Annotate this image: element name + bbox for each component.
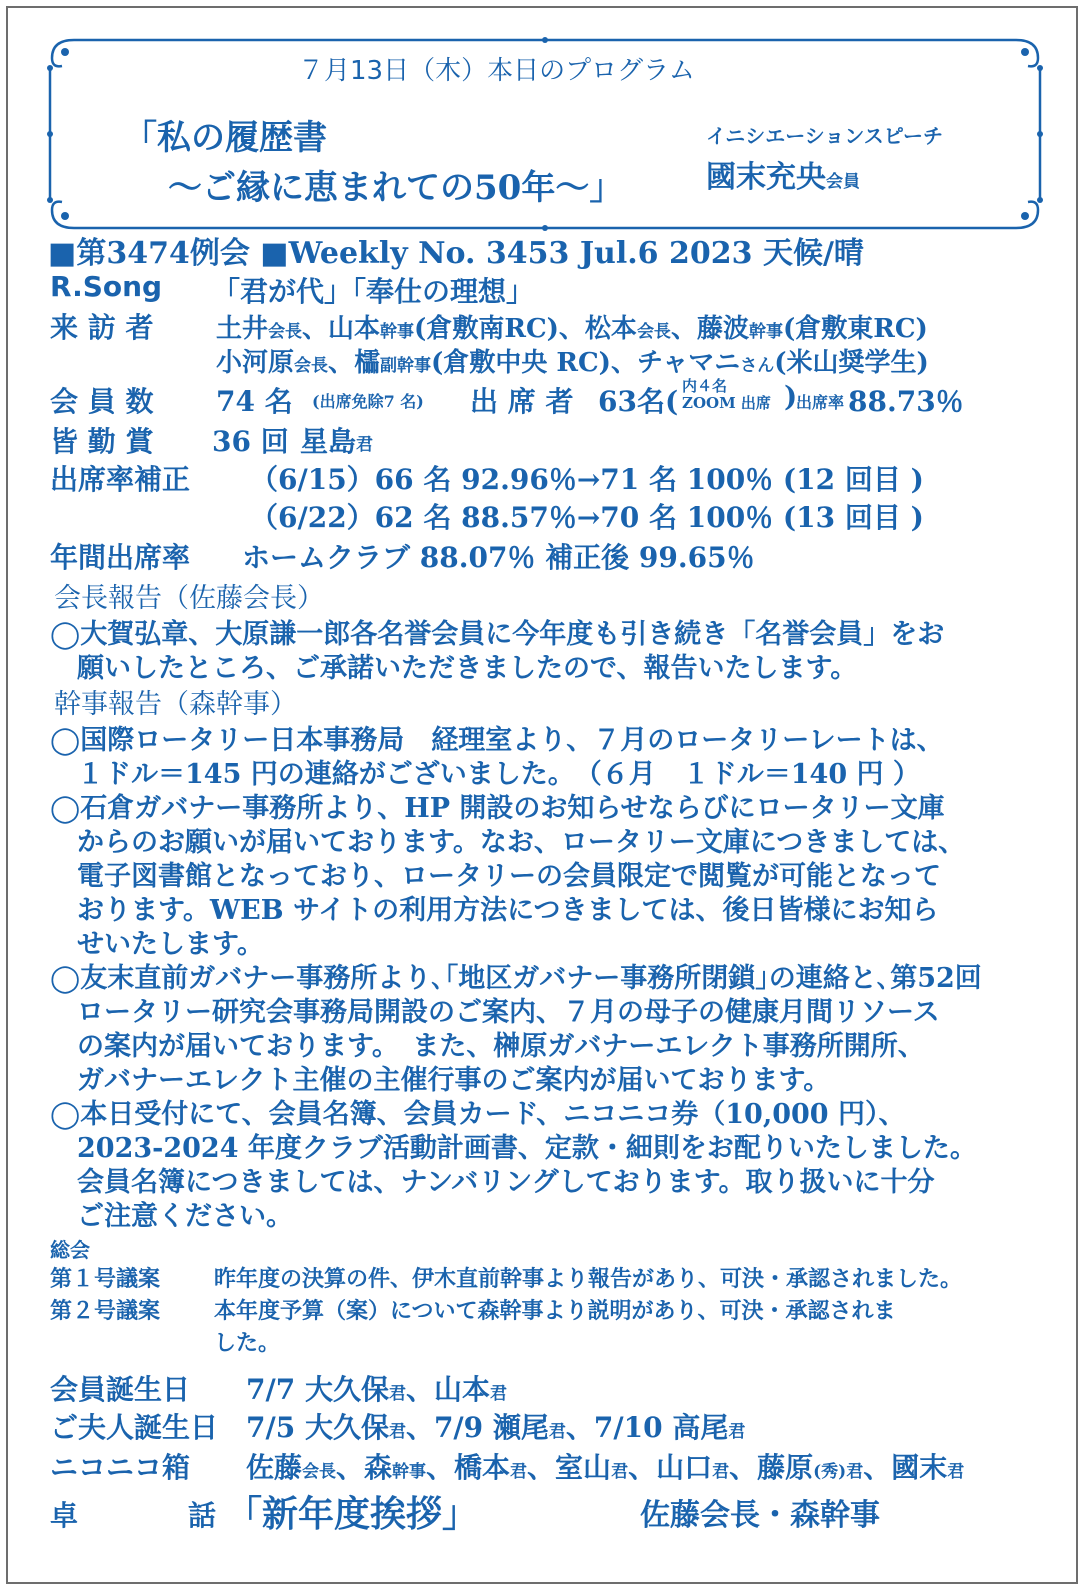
talk-label-2: 話 [188,1499,217,1532]
name-text: 土井 [216,314,269,344]
song-text: 「君が代」「奉仕の理想」 [212,275,535,308]
honorific-text: 会長 [294,356,329,376]
general-meeting-heading: 総会 [50,1238,90,1262]
secretary-item-line: １ドル＝145 円の連絡がございました。 （６月 １ドル＝140 円 ） [50,759,920,790]
president-report-line: 願いしたところ、ご承諾いただきましたので、報告いたします。 [50,653,858,684]
talk-label-1: 卓 [50,1499,79,1532]
honorific-text: 会長 [268,322,303,342]
members-exempt: (出席免除7 名) [312,392,424,411]
program-title: ７月13日（木）本日のプログラム [298,56,695,86]
visitors-line2 [216,342,929,379]
honorific-text: 幹事 [392,1462,427,1482]
speech-title-line2: ～ご縁に恵まれての50年～」 [168,168,624,208]
name-text: 、7/10 高尾 [565,1411,729,1444]
perfect-suffix: 君 [356,435,373,455]
attendance-inner-line1: 内４名 [682,377,728,395]
secretary-item-line: おります。WEB サイトの利用方法につきましては、後日皆様にお知ら [50,895,939,926]
motion-2-text: 本年度予算（案）について森幹事より説明があり、可決・承認されま [214,1298,896,1324]
name-text: 、山本 [405,1373,490,1406]
song-label: R.Song [50,270,163,303]
motion-1-label: 第１号議案 [50,1266,161,1292]
correction-1: （6/15）66 名 92.96％→71 名 100％ (12 回目 ) [250,463,924,496]
honorific-text: 君 [548,1422,566,1442]
birthday-label: 会員誕生日 [50,1373,191,1406]
name-text: (倉敷南RC)、松本 [414,314,637,344]
secretary-item-line: 2023-2024 年度クラブ活動計画書、定款・細則をお配りいたしました。 [50,1133,977,1164]
motion-1-text: 昨年度の決算の件、伊木直前幹事より報告があり、可決・承認されました。 [214,1266,963,1292]
honorific-text: さん [740,356,775,376]
perfect-label: 皆 勤 賞 [50,425,154,458]
niko-text [246,1446,964,1486]
secretary-item-line: ◯友末直前ガバナー事務所より､｢地区ガバナー事務所閉鎖｣の連絡と､第52回 [50,963,982,994]
perfect-count: 36 回 [212,425,289,458]
honorific-text: 君 [388,1384,406,1404]
motion-2-text: した。 [214,1330,281,1356]
name-text: 、山口 [628,1451,713,1484]
correction-label: 出席率補正 [50,463,191,496]
attendance-count: 63名( [598,385,679,418]
honorific-text: 君 [510,1462,528,1482]
honorific-text: 副幹事 [380,356,432,376]
perfect-name: 星島 [300,425,357,458]
honorific-text: (秀) [813,1462,847,1482]
secretary-item-line: ガバナーエレクト主催の主催行事のご案内が届いております。 [50,1065,831,1096]
speaker-role: 会員 [826,172,860,192]
honorific-text: 君 [947,1462,965,1482]
secretary-item-line: ロータリー研究会事務局開設のご案内、７月の母子の健康月間リソース [50,997,940,1028]
attendance-inner [682,378,771,412]
weekly-line: ■第3474例会 ■Weekly No. 3453 Jul.6 2023 天候/晴 [48,236,864,271]
honorific-text: 君 [846,1462,864,1482]
name-text: 、山本 [302,314,381,344]
name-text: 小河原 [216,348,295,378]
honorific-text: 君 [489,1384,507,1404]
visitors-line1 [216,308,928,345]
name-text: 7/7 大久保 [246,1373,389,1406]
attendance-label: 出 席 者 [470,385,574,418]
name-text: (米山奨学生) [774,348,929,378]
talk-speakers: 佐藤会長・森幹事 [640,1498,880,1533]
attendance-close: ) [784,380,798,413]
name-text: 7/5 大久保 [246,1411,389,1444]
honorific-text: 会長 [636,322,671,342]
speech-title-line1: 「私の履歴書 [123,118,327,158]
motion-2-label: 第２号議案 [50,1298,161,1324]
secretary-item-line: 会員名簿につきましては、ナンバリングしております。取り扱いに十分 [50,1167,935,1198]
visitors-label: 来 訪 者 [50,311,154,344]
name-text: (倉敷東RC) [782,314,928,344]
name-text: 、7/9 瀬尾 [405,1411,549,1444]
secretary-item-line: からのお願いが届いております。なお、ロータリー文庫につきましては、 [50,827,966,858]
honorific-text: 君 [728,1422,746,1442]
secretary-item-line: ご注意ください。 [50,1201,293,1232]
speech-type: イニシエーションスピーチ [706,124,943,148]
president-report-body [50,618,1040,686]
annual-text: ホームクラブ 88.07％ 補正後 99.65％ [242,541,755,574]
honorific-text: 幹事 [380,322,415,342]
name-text: (倉敷中央 RC)、チャマニ [431,348,741,378]
name-text: 、橋本 [426,1451,511,1484]
secretary-item-line: せいたします。 [50,929,264,960]
spouse-birthday-label: ご夫人誕生日 [50,1411,219,1444]
name-text: 佐藤 [246,1451,303,1484]
birthday-text [246,1368,507,1408]
correction-2: （6/22）62 名 88.57％→70 名 100％ (13 回目 ) [250,501,924,534]
secretary-item-line: の案内が届いております。 また、榊原ガバナーエレクト事務所開所、 [50,1031,925,1062]
name-text: 、櫺 [328,348,381,378]
annual-label: 年間出席率 [50,541,191,574]
members-count: 74 名 [216,385,293,418]
name-text: 、藤波 [670,314,749,344]
secretary-item-line: 電子図書館となっており、ロータリーの会員限定で閲覧が可能となって [50,861,941,892]
attendance-rate: 88.73％ [848,385,964,418]
name-text: 、森 [336,1451,393,1484]
name-text: 、藤原 [729,1451,814,1484]
spouse-birthday-text [246,1406,745,1446]
honorific-text: 君 [712,1462,730,1482]
honorific-text: 君 [388,1422,406,1442]
name-text: 、國末 [863,1451,948,1484]
honorific-text: 幹事 [748,322,783,342]
secretary-item-line: ◯石倉ガバナー事務所より、HP 開設のお知らせならびにロータリー文庫 [50,793,945,824]
honorific-text: 君 [611,1462,629,1482]
attendance-inner-line2: ZOOM 出席 [682,394,771,412]
secretary-report-heading: 幹事報告（森幹事） [54,689,297,720]
niko-label: ニコニコ箱 [50,1451,191,1484]
name-text: 、室山 [527,1451,612,1484]
secretary-item-line: ◯本日受付にて、会員名簿、会員カード、ニコニコ券（10,000 円）、 [50,1099,906,1130]
speaker [706,152,860,196]
secretary-item-line: ◯国際ロータリー日本事務局 経理室より、７月のロータリーレートは、 [50,725,944,756]
honorific-text: 会長 [302,1462,337,1482]
president-report-heading: 会長報告（佐藤会長） [54,583,324,614]
talk-title: 「新年度挨拶」 [226,1493,479,1535]
speaker-name: 國末充央 [706,160,826,195]
secretary-report-body [50,724,1040,1234]
president-report-line: ◯大賀弘章、大原謙一郎各名誉会員に今年度も引き続き「名誉会員」をお [50,619,945,650]
members-label: 会 員 数 [50,385,154,418]
attendance-rate-label: 出席率 [796,393,845,412]
